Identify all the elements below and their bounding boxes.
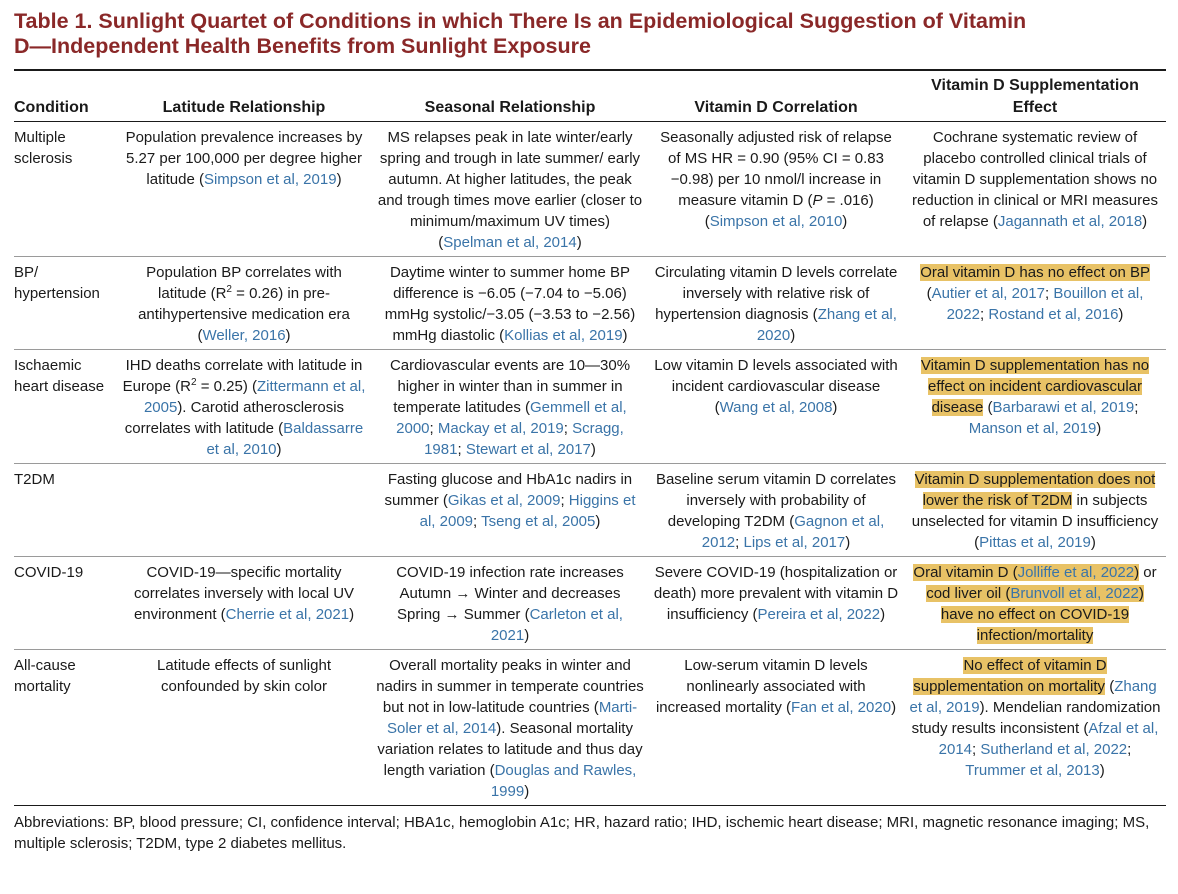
column-header: Vitamin D Correlation xyxy=(648,71,904,122)
footnote: Abbreviations: BP, blood pressure; CI, confidence interval; HBA1c, hemoglobin A1c; HR, hazard ratio; IHD, ischemic heart disease; MRI, magnetic resonance imaging; MS, multiple sclerosis; T2DM, type 2 diabetes mellitus. xyxy=(14,814,1150,852)
cell-text: Low-serum vitamin D levels nonlinearly associated with increased mortality ( xyxy=(655,657,868,716)
cell-text: ) xyxy=(276,441,282,458)
citation-link[interactable]: Pittas et al, 2019 xyxy=(979,534,1091,551)
highlighted-text: ) xyxy=(1134,564,1140,581)
cell-text: ) xyxy=(576,234,582,251)
citation-link[interactable]: Spelman et al, 2014 xyxy=(443,234,577,251)
citation-link[interactable]: Autier et al, 2017 xyxy=(931,285,1045,302)
supplementation-cell xyxy=(904,122,1166,257)
citation-link[interactable]: Cherrie et al, 2021 xyxy=(225,606,350,623)
cell-text: ) xyxy=(1118,306,1124,323)
cell-text: ) xyxy=(336,171,342,188)
citation-link[interactable]: Douglas and Rawles, 1999 xyxy=(490,762,637,800)
supplementation-cell xyxy=(904,557,1166,650)
seasonal-cell xyxy=(372,257,648,350)
cell-text: ) xyxy=(524,783,530,800)
cell-text: ; xyxy=(1045,285,1054,302)
citation-link[interactable]: Mackay et al, 2019 xyxy=(437,420,564,437)
cell-text: ( xyxy=(1105,678,1115,695)
seasonal-cell xyxy=(372,557,648,650)
seasonal-cell xyxy=(372,350,648,464)
cell-text: ) xyxy=(880,606,886,623)
citation-link[interactable]: Manson et al, 2019 xyxy=(968,420,1097,437)
supplementation-cell xyxy=(904,464,1166,557)
latitude-cell xyxy=(116,350,372,464)
condition-cell: All-cause mortality xyxy=(14,650,116,806)
cell-text: Population BP correlates with latitude (R xyxy=(146,264,342,302)
cell-text: Cochrane systematic review of placebo controlled clinical trials of vitamin D supplementation shows no reduction in clinical or MRI measures of relapse ( xyxy=(912,129,1158,230)
seasonal-cell xyxy=(372,650,648,806)
cell-text: = 0.25) ( xyxy=(196,378,257,395)
citation-link[interactable]: Fan et al, 2020 xyxy=(790,699,892,716)
cell-text: ; xyxy=(1134,399,1139,416)
table-row xyxy=(14,557,1166,650)
cell-text: Fasting glucose and HbA1c nadirs in summer ( xyxy=(384,471,633,509)
latitude-cell xyxy=(116,257,372,350)
latitude-cell xyxy=(116,650,372,806)
latitude-cell xyxy=(116,557,372,650)
cell-text: ) xyxy=(845,534,851,551)
cell-text: ; xyxy=(979,306,989,323)
cell-text: ; xyxy=(972,741,981,758)
citation-link[interactable]: Gagnon et al, 2012 xyxy=(701,513,885,551)
highlighted-text: No effect of vitamin D supplementation on mortality xyxy=(913,657,1107,695)
cell-text: 2 xyxy=(190,377,197,388)
cell-text: Overall mortality peaks in winter and nadirs in summer in temperate countries but not in low-latitude countries ( xyxy=(376,657,644,716)
cell-text: IHD deaths correlate with latitude in Europe (R xyxy=(122,357,363,395)
cell-text: COVID-19—specific mortality correlates inversely with local UV environment ( xyxy=(133,564,355,623)
supplementation-cell xyxy=(904,650,1166,806)
condition-cell: T2DM xyxy=(14,464,116,557)
citation-link[interactable]: Afzal et al, 2014 xyxy=(938,720,1159,758)
cell-text: ; xyxy=(473,513,482,530)
table-row xyxy=(14,350,1166,464)
cell-text: ) xyxy=(622,327,628,344)
cell-text: ) xyxy=(1096,420,1102,437)
column-header: Condition xyxy=(14,71,116,122)
cell-text: ; xyxy=(560,492,569,509)
citation-link[interactable]: Zittermann et al, 2005 xyxy=(143,378,366,416)
cell-text: ) xyxy=(1099,762,1105,779)
cell-text: = .016) ( xyxy=(704,192,874,230)
cell-text: ; xyxy=(735,534,744,551)
supplementation-cell xyxy=(904,350,1166,464)
cell-text: ) xyxy=(1090,534,1096,551)
latitude-cell xyxy=(116,122,372,257)
column-header: Latitude Relationship xyxy=(116,71,372,122)
citation-link[interactable]: Stewart et al, 2017 xyxy=(465,441,591,458)
citation-link[interactable]: Pereira et al, 2022 xyxy=(757,606,881,623)
citation-link[interactable]: Tseng et al, 2005 xyxy=(481,513,596,530)
cell-text: ) xyxy=(524,627,530,644)
table-row xyxy=(14,257,1166,350)
citation-link[interactable]: Higgins et al, 2009 xyxy=(419,492,636,530)
table-row xyxy=(14,122,1166,257)
cell-text: ( xyxy=(198,171,204,188)
citation-link[interactable]: Scragg, 1981 xyxy=(424,420,624,458)
highlighted-text: Oral vitamin D has no effect on BP xyxy=(920,264,1150,281)
citation-link[interactable]: Simpson et al, 2019 xyxy=(203,171,337,188)
cell-text: ; xyxy=(1127,741,1132,758)
cell-text: in subjects unselected for vitamin D insufficiency ( xyxy=(911,492,1159,551)
citation-link[interactable]: Zhang et al, 2020 xyxy=(756,306,897,344)
cell-text: ; xyxy=(429,420,438,437)
cell-text: ( xyxy=(983,399,993,416)
condition-cell: Ischaemic heart disease xyxy=(14,350,116,464)
citation-link[interactable]: Rostand et al, 2016 xyxy=(988,306,1119,323)
correlation-cell xyxy=(648,464,904,557)
cell-text: ) xyxy=(590,441,596,458)
seasonal-cell xyxy=(372,122,648,257)
citation-link[interactable]: Weller, 2016 xyxy=(202,327,286,344)
cell-text: Seasonally adjusted risk of relapse of MS HR = 0.90 (95% CI = 0.83 −0.98) per 10 nmol/l increase in measure vitamin D ( xyxy=(660,129,892,209)
citation-link[interactable]: Gikas et al, 2009 xyxy=(447,492,561,509)
data-table xyxy=(14,71,1166,806)
citation-link[interactable]: Kollias et al, 2019 xyxy=(504,327,623,344)
cell-text: P xyxy=(812,192,823,209)
citation-link[interactable]: Marti-Soler et al, 2014 xyxy=(387,699,638,737)
cell-text: ). Seasonal mortality variation relates to latitude and thus day length variation ( xyxy=(377,720,643,779)
citation-link[interactable]: Lips et al, 2017 xyxy=(743,534,846,551)
citation-link[interactable]: Jagannath et al, 2018 xyxy=(997,213,1143,230)
citation-link[interactable]: Zhang et al, 2019 xyxy=(909,678,1157,716)
cell-text: = 0.26) in pre-antihypertensive medication era ( xyxy=(138,285,350,344)
cell-text: ( xyxy=(926,285,932,302)
cell-text: Daytime winter to summer home BP difference is −6.05 (−7.04 to −5.06) mmHg systolic/−3.05 (−3.53 to −2.56) mmHg diastolic ( xyxy=(384,264,636,344)
correlation-cell xyxy=(648,122,904,257)
cell-text: ; xyxy=(563,420,573,437)
highlighted-text: Vitamin D supplementation does not lower the risk of T2DM xyxy=(914,471,1156,509)
cell-text: ) xyxy=(285,327,291,344)
highlighted-text: cod liver oil ( xyxy=(926,585,1011,602)
cell-text: ). Mendelian randomization study results inconsistent ( xyxy=(911,699,1161,737)
cell-text: ) xyxy=(832,399,838,416)
table-body xyxy=(14,122,1166,806)
citation-link[interactable]: Trummer et al, 2013 xyxy=(965,762,1100,779)
cell-text: Latitude effects of sunlight confounded by skin color xyxy=(156,657,331,695)
cell-text: Cardiovascular events are 10—30% higher in winter than in summer in temperate latitudes ( xyxy=(389,357,631,416)
cell-text: ) xyxy=(790,327,796,344)
cell-text: COVID-19 infection rate increases Autumn → Winter and decreases Spring → Summer ( xyxy=(396,564,624,623)
citation-link[interactable]: Baldassarre et al, 2010 xyxy=(206,420,364,458)
seasonal-cell xyxy=(372,464,648,557)
latitude-cell xyxy=(116,464,372,557)
cell-text: Population prevalence increases by 5.27 per 100,000 per degree higher latitude xyxy=(125,129,363,188)
correlation-cell xyxy=(648,650,904,806)
table-row xyxy=(14,650,1166,806)
cell-text: ) xyxy=(349,606,355,623)
citation-link[interactable]: Jolliffe et al, 2022 xyxy=(1017,564,1135,581)
cell-text: ) xyxy=(595,513,601,530)
citation-link[interactable]: Simpson et al, 2010 xyxy=(709,213,843,230)
correlation-cell xyxy=(648,257,904,350)
cell-text: 2 xyxy=(226,284,232,295)
cell-text: ; xyxy=(457,441,466,458)
condition-cell: COVID-19 xyxy=(14,557,116,650)
column-header: Vitamin D Supplementation Effect xyxy=(904,71,1166,122)
citation-link[interactable]: Gemmell et al, 2000 xyxy=(396,399,627,437)
cell-text: Severe COVID-19 (hospitalization or death) more prevalent with vitamin D insufficiency ( xyxy=(653,564,899,623)
citation-link[interactable]: Brunvoll et al, 2022 xyxy=(1010,585,1139,602)
citation-link[interactable]: Barbarawi et al, 2019 xyxy=(992,399,1135,416)
cell-text: Circulating vitamin D levels correlate inversely with relative risk of hypertension diagnosis ( xyxy=(654,264,898,323)
column-header: Seasonal Relationship xyxy=(372,71,648,122)
citation-link[interactable]: Bouillon et al, 2022 xyxy=(946,285,1144,323)
cell-text: ) xyxy=(842,213,848,230)
cell-text: Baseline serum vitamin D correlates inversely with probability of developing T2DM ( xyxy=(655,471,897,530)
table-title: Table 1. Sunlight Quartet of Conditions in which There Is an Epidemiological Suggestion of Vitamin D—Independent Health Benefits from Sunlight Exposure xyxy=(14,9,1027,58)
cell-text: ) xyxy=(1142,213,1148,230)
cell-text: ). Carotid atherosclerosis correlates with latitude ( xyxy=(124,399,345,437)
table-row xyxy=(14,464,1166,557)
condition-cell: BP/ hypertension xyxy=(14,257,116,350)
cell-text: MS relapses peak in late winter/early spring and trough in late summer/ early autumn. At higher latitudes, the peak and trough times move earlier (closer to minimum/maximum UV times) ( xyxy=(377,129,643,251)
header-row xyxy=(14,71,1166,122)
correlation-cell xyxy=(648,557,904,650)
cell-text: Low vitamin D levels associated with incident cardiovascular disease ( xyxy=(654,357,898,416)
highlighted-text: Oral vitamin D ( xyxy=(913,564,1018,581)
supplementation-cell xyxy=(904,257,1166,350)
cell-text: ) xyxy=(891,699,897,716)
citation-link[interactable]: Wang et al, 2008 xyxy=(719,399,833,416)
citation-link[interactable]: Sutherland et al, 2022 xyxy=(980,741,1128,758)
highlighted-text: ) have no effect on COVID-19 infection/mortality xyxy=(940,585,1144,644)
highlighted-text: Vitamin D supplementation has no effect on incident cardiovascular disease xyxy=(920,357,1150,416)
cell-text: or xyxy=(1139,564,1157,581)
correlation-cell xyxy=(648,350,904,464)
condition-cell: Multiple sclerosis xyxy=(14,122,116,257)
citation-link[interactable]: Carleton et al, 2021 xyxy=(490,606,623,644)
